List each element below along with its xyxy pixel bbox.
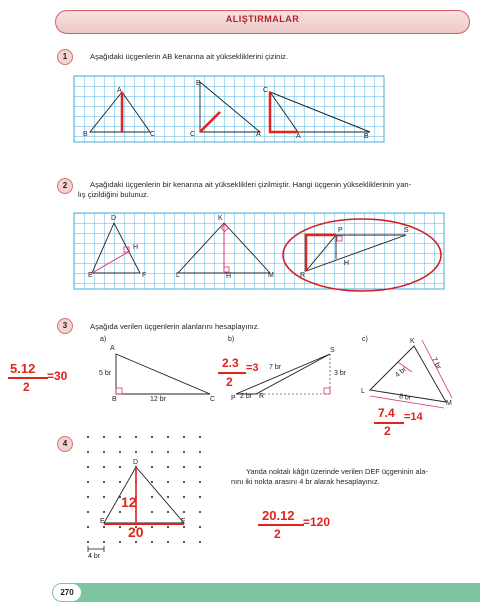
question-1-text: Aşağıdaki üçgenlerin AB kenarına ait yüksekliklerini çiziniz. bbox=[90, 52, 288, 61]
hw-a-numerator: 5.12 bbox=[10, 361, 36, 376]
q2-label-H3: H bbox=[344, 260, 350, 267]
hw-q4-base: 20 bbox=[128, 524, 144, 540]
hw-b-numerator: 2.3 bbox=[222, 356, 239, 370]
q2-label-H1: H bbox=[133, 244, 139, 251]
q1-label-A1: A bbox=[117, 87, 122, 94]
q1-label-A2: A bbox=[256, 131, 261, 138]
q3b-label-R: R bbox=[259, 393, 265, 400]
q1-label-C2: C bbox=[190, 131, 196, 138]
q3b-label-S: S bbox=[330, 347, 335, 354]
hw-a-result: =30 bbox=[47, 369, 68, 383]
q3c-label-M: M bbox=[446, 400, 452, 407]
q3a-side-2: 12 br bbox=[150, 396, 166, 403]
q3c-side-1: 4 br bbox=[394, 365, 408, 380]
q1-label-B3: B bbox=[364, 133, 369, 140]
question-3-text: Aşağıda verilen üçgenlerin alanlarını hesaplayınız. bbox=[90, 322, 260, 331]
question-2-text-line1: Aşağıdaki üçgenlerin bir kenarına ait yükseklikleri çizilmiştir. Hangi üçgenin yüksekliklerinin yan- bbox=[90, 180, 412, 189]
q2-label-M: M bbox=[268, 272, 274, 279]
q3a-label-C: C bbox=[210, 396, 216, 403]
question-4-text-line2: nını iki nokta arasını 4 br alarak hesaplayınız. bbox=[231, 477, 380, 486]
q3b-label-P: P bbox=[231, 395, 236, 402]
q3a-triangle bbox=[116, 354, 210, 394]
hw-b-result: =3 bbox=[246, 362, 259, 374]
section-title: ALIŞTIRMALAR bbox=[225, 14, 300, 24]
question-number-4: 4 bbox=[57, 436, 73, 452]
q3b-side-3: 2 br bbox=[240, 393, 253, 400]
q4-label-D: D bbox=[133, 459, 139, 466]
q1-label-A3: A bbox=[296, 133, 301, 140]
footer-bar bbox=[70, 583, 480, 602]
hw-q4-result: =120 bbox=[303, 515, 331, 529]
hw-q4-height: 12 bbox=[121, 494, 137, 510]
question-2-text-line2: lış çizildiğini bulunuz. bbox=[78, 190, 149, 199]
q3a-label-A: A bbox=[110, 345, 115, 352]
page-number: 270 bbox=[60, 588, 74, 597]
q2-label-L: L bbox=[176, 272, 180, 279]
q4-label-E: E bbox=[100, 518, 105, 525]
q2-label-P: P bbox=[338, 227, 343, 234]
hw-a-fraction-bar bbox=[8, 377, 48, 379]
q3b-triangle bbox=[236, 354, 330, 394]
q4-unit-label: 4 br bbox=[88, 553, 101, 560]
q1-label-B1: B bbox=[83, 131, 88, 138]
q3a-tag: a) bbox=[100, 336, 107, 343]
hw-c-result: =14 bbox=[404, 411, 423, 423]
q3c-label-L: L bbox=[361, 388, 365, 395]
q4-label-F: F bbox=[181, 518, 186, 525]
q2-label-D: D bbox=[111, 215, 117, 222]
q3c-side-3: 8 br bbox=[398, 393, 412, 402]
q3b-side-1: 7 br bbox=[269, 364, 282, 371]
q3c-side-2: 7 br bbox=[430, 356, 442, 371]
q2-label-H2: H bbox=[226, 273, 232, 280]
q1-label-C1: C bbox=[150, 131, 156, 138]
q3b-side-2: 3 br bbox=[334, 370, 347, 377]
hw-b-denominator: 2 bbox=[226, 375, 233, 389]
hw-b-fraction-bar bbox=[218, 372, 246, 374]
q2-label-S: S bbox=[404, 227, 409, 234]
question-number-3: 3 bbox=[57, 318, 73, 334]
q2-label-R: R bbox=[300, 272, 306, 279]
q2-label-F: F bbox=[142, 272, 147, 279]
q3a-label-B: B bbox=[112, 396, 117, 403]
q2-label-K: K bbox=[218, 215, 223, 222]
q1-label-B2: B bbox=[196, 80, 201, 87]
hw-a-denominator: 2 bbox=[23, 380, 30, 394]
q3b-tag: b) bbox=[228, 336, 235, 343]
hw-q4-denominator: 2 bbox=[274, 527, 281, 541]
question-number-2: 2 bbox=[57, 178, 73, 194]
question-number-1: 1 bbox=[57, 49, 73, 65]
q2-label-E: E bbox=[88, 272, 93, 279]
hw-c-denominator: 2 bbox=[384, 424, 391, 438]
q1-label-C3: C bbox=[263, 87, 269, 94]
q4-dotted-figure bbox=[84, 433, 204, 563]
q3c-tag: c) bbox=[362, 336, 368, 343]
q3a-side-1: 5 br bbox=[99, 370, 112, 377]
hw-q4-fraction-bar bbox=[258, 524, 304, 526]
hw-c-numerator: 7.4 bbox=[378, 406, 395, 420]
q3c-label-K: K bbox=[410, 338, 415, 345]
question-4-text-line1: Yanda noktalı kâğıt üzerinde verilen DEF üçgeninin ala- bbox=[246, 467, 428, 476]
hw-q4-numerator: 20.12 bbox=[262, 508, 295, 523]
